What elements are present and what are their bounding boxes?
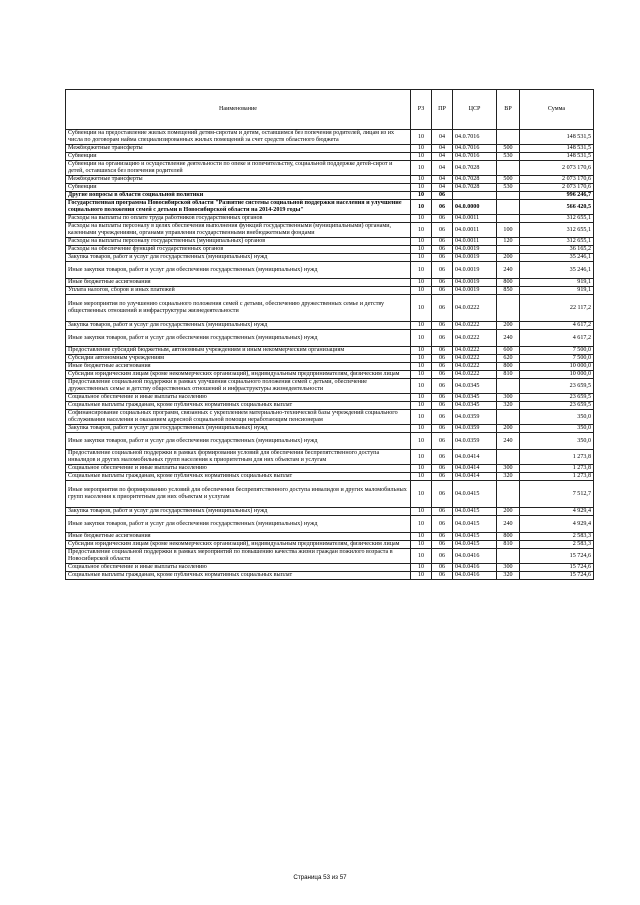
table-row (66, 322, 594, 330)
cell-name: Иные закупки товаров, работ и услуг для обеспечения государственных (муниципальных) нужд (66, 330, 411, 347)
table-row (66, 402, 594, 410)
cell-rz: 10 (411, 541, 432, 549)
cell-name: Иные мероприятия по формированию условий для обеспечения беспрепятственного доступа инвалидов и других маломобильных групп населения к приоритетным для них объектам и услугам (66, 481, 411, 508)
cell-pr: 06 (432, 287, 453, 295)
table-row (66, 371, 594, 379)
page-number: Страница 53 из 57 (293, 874, 347, 881)
table-row (66, 394, 594, 402)
table-row (66, 533, 594, 541)
cell-sum: 312 655,1 (520, 215, 594, 223)
cell-rz: 10 (411, 481, 432, 508)
cell-name: Социальное обеспечение и иные выплаты населению (66, 465, 411, 473)
cell-csr: 04.0.0222 (453, 322, 497, 330)
cell-name: Социальное обеспечение и иные выплаты населению (66, 564, 411, 572)
cell-csr: 04.0.0359 (453, 425, 497, 433)
table-row (66, 184, 594, 192)
cell-rz: 10 (411, 295, 432, 322)
cell-csr: 04.0.0359 (453, 433, 497, 450)
table-row (66, 549, 594, 564)
cell-csr: 04.0.7028 (453, 184, 497, 192)
cell-csr: 04.0.0019 (453, 254, 497, 262)
cell-sum: 566 420,5 (520, 200, 594, 215)
cell-name: Субвенции на организацию и осуществление деятельности по опеке и попечительству, социальной поддержке детей-сирот и детей, оставшихся без попечения родителей (66, 161, 411, 176)
table-row (66, 295, 594, 322)
cell-pr: 06 (432, 371, 453, 379)
table-row (66, 425, 594, 433)
cell-vr: 810 (497, 541, 520, 549)
cell-name: Закупка товаров, работ и услуг для государственных (муниципальных) нужд (66, 425, 411, 433)
cell-vr: 100 (497, 223, 520, 238)
cell-pr: 06 (432, 402, 453, 410)
table-row (66, 481, 594, 508)
table-row (66, 153, 594, 161)
cell-csr: 04.0.0019 (453, 287, 497, 295)
cell-pr: 06 (432, 533, 453, 541)
cell-rz: 10 (411, 246, 432, 254)
cell-sum: 7 512,7 (520, 481, 594, 508)
cell-pr: 06 (432, 246, 453, 254)
cell-vr (497, 450, 520, 465)
cell-name: Расходы на выплаты персоналу государственных (муниципальных) органов (66, 238, 411, 246)
cell-sum: 148 531,5 (520, 153, 594, 161)
cell-name: Предоставление социальной поддержки в рамках формирования условий для обеспечения беспрепятственного доступа инвалидов и других маломобильных групп населения к приоритетным для них объектам и услугам (66, 450, 411, 465)
cell-csr: 04.0.0222 (453, 295, 497, 322)
cell-rz: 10 (411, 192, 432, 200)
cell-name: Расходы на обеспечение функций государственных органов (66, 246, 411, 254)
cell-pr: 06 (432, 549, 453, 564)
cell-csr: 04.0.0019 (453, 279, 497, 287)
cell-pr: 06 (432, 394, 453, 402)
cell-name: Софинансирование социальных программ, связанных с укреплением материально-технической базы учреждений социального обслуживания населения и оказанием адресной социальной помощи неработающим пенсионерам (66, 410, 411, 425)
cell-rz: 10 (411, 425, 432, 433)
cell-rz: 10 (411, 184, 432, 192)
table-row (66, 192, 594, 200)
cell-name: Социальные выплаты гражданам, кроме публичных нормативных социальных выплат (66, 402, 411, 410)
cell-name: Иные бюджетные ассигнования (66, 279, 411, 287)
cell-sum: 919,1 (520, 287, 594, 295)
cell-vr: 240 (497, 433, 520, 450)
table-row (66, 246, 594, 254)
table-row (66, 254, 594, 262)
cell-vr: 500 (497, 145, 520, 153)
cell-csr: 04.0.0222 (453, 363, 497, 371)
cell-name: Расходы на выплаты по оплате труда работников государственных органов (66, 215, 411, 223)
cell-rz: 10 (411, 402, 432, 410)
cell-csr: 04.0.7016 (453, 145, 497, 153)
cell-sum: 4 617,2 (520, 330, 594, 347)
cell-sum: 2 073 170,6 (520, 161, 594, 176)
cell-sum: 36 165,2 (520, 246, 594, 254)
cell-name: Иные закупки товаров, работ и услуг для обеспечения государственных (муниципальных) нужд (66, 262, 411, 279)
cell-rz: 10 (411, 465, 432, 473)
cell-vr: 200 (497, 254, 520, 262)
cell-csr: 04.0.0011 (453, 215, 497, 223)
cell-csr: 04.0.0414 (453, 473, 497, 481)
header-name: Наименование (66, 90, 411, 130)
cell-csr: 04.0.0345 (453, 394, 497, 402)
cell-pr: 06 (432, 541, 453, 549)
table-row (66, 176, 594, 184)
cell-name: Иные закупки товаров, работ и услуг для обеспечения государственных (муниципальных) нужд (66, 433, 411, 450)
table-row (66, 330, 594, 347)
cell-pr: 06 (432, 295, 453, 322)
cell-pr: 04 (432, 184, 453, 192)
table-row (66, 130, 594, 145)
cell-vr: 240 (497, 330, 520, 347)
header-csr: ЦСР (453, 90, 497, 130)
cell-name: Субвенции (66, 184, 411, 192)
cell-name: Межбюджетные трансферты (66, 145, 411, 153)
cell-pr: 06 (432, 473, 453, 481)
cell-vr: 850 (497, 287, 520, 295)
cell-rz: 10 (411, 262, 432, 279)
cell-name: Иные мероприятия по улучшению социального положения семей с детьми, обеспечению дружественных семье и детству общественных отношений и инфраструктуры жизнедеятельности (66, 295, 411, 322)
cell-sum: 2 073 170,6 (520, 184, 594, 192)
cell-pr: 06 (432, 564, 453, 572)
cell-sum: 2 583,3 (520, 541, 594, 549)
cell-csr: 04.0.0416 (453, 572, 497, 580)
cell-name: Социальные выплаты гражданам, кроме публичных нормативных социальных выплат (66, 572, 411, 580)
cell-pr: 06 (432, 508, 453, 516)
cell-pr: 06 (432, 192, 453, 200)
cell-rz: 10 (411, 254, 432, 262)
table-row (66, 287, 594, 295)
cell-vr: 620 (497, 355, 520, 363)
cell-csr: 04.0.0416 (453, 549, 497, 564)
cell-sum: 4 617,2 (520, 322, 594, 330)
cell-sum: 10 000,0 (520, 371, 594, 379)
cell-rz: 10 (411, 145, 432, 153)
cell-csr: 04.0.0415 (453, 541, 497, 549)
cell-pr: 06 (432, 572, 453, 580)
cell-rz: 10 (411, 394, 432, 402)
cell-rz: 10 (411, 433, 432, 450)
table-row (66, 572, 594, 580)
cell-name: Субсидии юридическим лицам (кроме некоммерческих организаций), индивидуальным предпринимателям, физическим лицам (66, 371, 411, 379)
cell-pr: 06 (432, 433, 453, 450)
cell-sum: 919,1 (520, 279, 594, 287)
cell-csr: 04.0.0414 (453, 450, 497, 465)
cell-csr: 04.0.0222 (453, 371, 497, 379)
cell-sum: 4 929,4 (520, 508, 594, 516)
cell-name: Межбюджетные трансферты (66, 176, 411, 184)
cell-sum: 22 117,2 (520, 295, 594, 322)
table-row (66, 215, 594, 223)
cell-vr: 800 (497, 279, 520, 287)
cell-csr: 04.0.7028 (453, 161, 497, 176)
cell-csr: 04.0.0415 (453, 481, 497, 508)
cell-vr: 530 (497, 153, 520, 161)
cell-csr: 04.0.0415 (453, 533, 497, 541)
cell-name: Иные бюджетные ассигнования (66, 533, 411, 541)
cell-csr: 04.0.0011 (453, 223, 497, 238)
cell-rz: 10 (411, 153, 432, 161)
cell-csr: 04.0.0000 (453, 200, 497, 215)
cell-name: Уплата налогов, сборов и иных платежей (66, 287, 411, 295)
cell-name: Иные бюджетные ассигнования (66, 363, 411, 371)
cell-name: Закупка товаров, работ и услуг для государственных (муниципальных) нужд (66, 254, 411, 262)
cell-sum: 7 500,0 (520, 355, 594, 363)
table-row (66, 347, 594, 355)
table-row (66, 564, 594, 572)
table-body (66, 130, 594, 580)
cell-rz: 10 (411, 287, 432, 295)
cell-csr: 04.0.0019 (453, 246, 497, 254)
table-row (66, 145, 594, 153)
cell-name: Другие вопросы в области социальной политики (66, 192, 411, 200)
cell-pr: 06 (432, 238, 453, 246)
cell-rz: 10 (411, 564, 432, 572)
cell-vr (497, 215, 520, 223)
cell-name: Социальное обеспечение и иные выплаты населению (66, 394, 411, 402)
cell-pr: 06 (432, 425, 453, 433)
cell-sum: 23 659,5 (520, 402, 594, 410)
table-row (66, 516, 594, 533)
cell-vr: 300 (497, 564, 520, 572)
cell-csr: 04.0.7016 (453, 153, 497, 161)
cell-rz: 10 (411, 516, 432, 533)
table-row (66, 363, 594, 371)
cell-vr: 800 (497, 363, 520, 371)
cell-pr: 06 (432, 450, 453, 465)
cell-sum: 148 531,5 (520, 145, 594, 153)
cell-csr: 04.0.0011 (453, 238, 497, 246)
cell-vr: 240 (497, 516, 520, 533)
cell-rz: 10 (411, 450, 432, 465)
cell-vr (497, 549, 520, 564)
cell-pr: 06 (432, 215, 453, 223)
cell-rz: 10 (411, 549, 432, 564)
cell-pr: 06 (432, 516, 453, 533)
cell-sum: 1 273,8 (520, 473, 594, 481)
header-rz: РЗ (411, 90, 432, 130)
cell-rz: 10 (411, 330, 432, 347)
cell-rz: 10 (411, 322, 432, 330)
cell-sum: 35 246,1 (520, 254, 594, 262)
cell-vr: 810 (497, 371, 520, 379)
cell-name: Субвенции на предоставление жилых помещений детям-сиротам и детям, оставшимся без попечения родителей, лицам из их числа по договорам найма специализированных жилых помещений за счет средств областного бюджета (66, 130, 411, 145)
cell-vr: 320 (497, 473, 520, 481)
cell-vr: 600 (497, 347, 520, 355)
cell-csr: 04.0.7016 (453, 130, 497, 145)
table-row (66, 508, 594, 516)
cell-csr: 04.0.0222 (453, 347, 497, 355)
cell-rz: 10 (411, 572, 432, 580)
cell-sum: 4 929,4 (520, 516, 594, 533)
cell-csr: 04.0.0222 (453, 330, 497, 347)
cell-pr: 04 (432, 130, 453, 145)
cell-rz: 10 (411, 410, 432, 425)
cell-rz: 10 (411, 363, 432, 371)
budget-table (65, 89, 594, 580)
cell-vr: 320 (497, 402, 520, 410)
cell-sum: 15 724,6 (520, 549, 594, 564)
cell-csr (453, 192, 497, 200)
cell-csr: 04.0.0345 (453, 379, 497, 394)
table-row (66, 410, 594, 425)
cell-sum: 2 073 170,6 (520, 176, 594, 184)
cell-rz: 10 (411, 533, 432, 541)
cell-name: Предоставление субсидий бюджетным, автономным учреждениям и иным некоммерческим организациям (66, 347, 411, 355)
cell-vr (497, 295, 520, 322)
cell-pr: 04 (432, 145, 453, 153)
cell-rz: 10 (411, 223, 432, 238)
cell-pr: 06 (432, 262, 453, 279)
cell-pr: 06 (432, 379, 453, 394)
header-sum: Сумма (520, 90, 594, 130)
cell-csr: 04.0.0345 (453, 402, 497, 410)
cell-sum: 350,0 (520, 425, 594, 433)
cell-vr: 200 (497, 322, 520, 330)
cell-pr: 06 (432, 279, 453, 287)
cell-vr: 500 (497, 176, 520, 184)
cell-rz: 10 (411, 508, 432, 516)
cell-vr (497, 481, 520, 508)
cell-vr: 530 (497, 184, 520, 192)
cell-sum: 350,0 (520, 433, 594, 450)
header-vr: ВР (497, 90, 520, 130)
cell-sum: 10 000,0 (520, 363, 594, 371)
cell-name: Иные закупки товаров, работ и услуг для обеспечения государственных (муниципальных) нужд (66, 516, 411, 533)
table-row (66, 223, 594, 238)
header-pr: ПР (432, 90, 453, 130)
cell-name: Социальные выплаты гражданам, кроме публичных нормативных социальных выплат (66, 473, 411, 481)
cell-vr (497, 161, 520, 176)
cell-name: Субсидии юридическим лицам (кроме некоммерческих организаций), индивидуальным предпринимателям, физическим лицам (66, 541, 411, 549)
cell-csr: 04.0.0359 (453, 410, 497, 425)
cell-vr (497, 200, 520, 215)
cell-name: Предоставление социальной поддержки в рамках мероприятий по повышению качества жизни граждан пожилого возраста в Новосибирской области (66, 549, 411, 564)
cell-sum: 15 724,6 (520, 564, 594, 572)
cell-pr: 06 (432, 465, 453, 473)
cell-rz: 10 (411, 379, 432, 394)
cell-sum: 148 531,5 (520, 130, 594, 145)
table-row (66, 355, 594, 363)
cell-pr: 04 (432, 176, 453, 184)
cell-name: Закупка товаров, работ и услуг для государственных (муниципальных) нужд (66, 322, 411, 330)
cell-rz: 10 (411, 355, 432, 363)
header-row (66, 90, 594, 130)
table-row (66, 279, 594, 287)
table-row (66, 473, 594, 481)
cell-name: Расходы на выплаты персоналу в целях обеспечения выполнения функций государственными (муниципальными) органами, казенными учреждениями, органами управления государственными внебюджетными фондами (66, 223, 411, 238)
cell-vr: 200 (497, 508, 520, 516)
cell-sum: 350,0 (520, 410, 594, 425)
cell-rz: 10 (411, 215, 432, 223)
cell-rz: 10 (411, 279, 432, 287)
cell-sum: 312 655,1 (520, 223, 594, 238)
cell-name: Предоставление социальной поддержки в рамках улучшения социального положения семей с детьми, обеспечение дружественных семье и детству общественных отношений и инфраструктуры жизнедеятельности (66, 379, 411, 394)
cell-rz: 10 (411, 200, 432, 215)
cell-vr: 200 (497, 425, 520, 433)
cell-vr: 240 (497, 262, 520, 279)
cell-pr: 06 (432, 355, 453, 363)
table-row (66, 262, 594, 279)
cell-sum: 15 724,6 (520, 572, 594, 580)
cell-vr (497, 246, 520, 254)
table-row (66, 161, 594, 176)
cell-name: Государственная программа Новосибирской области "Развитие системы социальной поддержки населения и улучшение социального положения семей с детьми в Новосибирской области на 2014-2019 годы" (66, 200, 411, 215)
cell-rz: 10 (411, 473, 432, 481)
cell-rz: 10 (411, 347, 432, 355)
cell-vr: 120 (497, 238, 520, 246)
table-row (66, 200, 594, 215)
cell-sum: 7 500,0 (520, 347, 594, 355)
cell-csr: 04.0.0416 (453, 564, 497, 572)
cell-rz: 10 (411, 238, 432, 246)
cell-pr: 06 (432, 330, 453, 347)
cell-name: Субсидии автономным учреждениям (66, 355, 411, 363)
table-row (66, 379, 594, 394)
table-row (66, 433, 594, 450)
cell-csr: 04.0.0415 (453, 516, 497, 533)
table-row (66, 450, 594, 465)
cell-pr: 06 (432, 481, 453, 508)
cell-sum: 1 273,8 (520, 465, 594, 473)
cell-rz: 10 (411, 371, 432, 379)
cell-vr: 300 (497, 465, 520, 473)
cell-sum: 2 583,3 (520, 533, 594, 541)
cell-pr: 06 (432, 200, 453, 215)
cell-csr: 04.0.0222 (453, 355, 497, 363)
cell-csr: 04.0.0415 (453, 508, 497, 516)
table-row (66, 541, 594, 549)
cell-vr (497, 192, 520, 200)
cell-sum: 23 659,5 (520, 394, 594, 402)
cell-rz: 10 (411, 130, 432, 145)
cell-pr: 06 (432, 322, 453, 330)
cell-sum: 35 246,1 (520, 262, 594, 279)
cell-pr: 06 (432, 223, 453, 238)
cell-csr: 04.0.0019 (453, 262, 497, 279)
table-row (66, 465, 594, 473)
cell-rz: 10 (411, 161, 432, 176)
table-row (66, 238, 594, 246)
cell-pr: 06 (432, 254, 453, 262)
cell-pr: 06 (432, 363, 453, 371)
cell-vr: 800 (497, 533, 520, 541)
cell-pr: 06 (432, 347, 453, 355)
cell-name: Субвенции (66, 153, 411, 161)
cell-name: Закупка товаров, работ и услуг для государственных (муниципальных) нужд (66, 508, 411, 516)
cell-pr: 04 (432, 153, 453, 161)
cell-vr: 320 (497, 572, 520, 580)
cell-sum: 23 659,5 (520, 379, 594, 394)
cell-pr: 04 (432, 161, 453, 176)
cell-pr: 06 (432, 410, 453, 425)
cell-sum: 1 273,8 (520, 450, 594, 465)
cell-vr (497, 379, 520, 394)
cell-sum: 996 246,7 (520, 192, 594, 200)
cell-vr (497, 410, 520, 425)
cell-vr: 300 (497, 394, 520, 402)
cell-csr: 04.0.0414 (453, 465, 497, 473)
table-header (66, 90, 594, 130)
cell-csr: 04.0.7028 (453, 176, 497, 184)
cell-sum: 312 655,1 (520, 238, 594, 246)
cell-rz: 10 (411, 176, 432, 184)
cell-vr (497, 130, 520, 145)
